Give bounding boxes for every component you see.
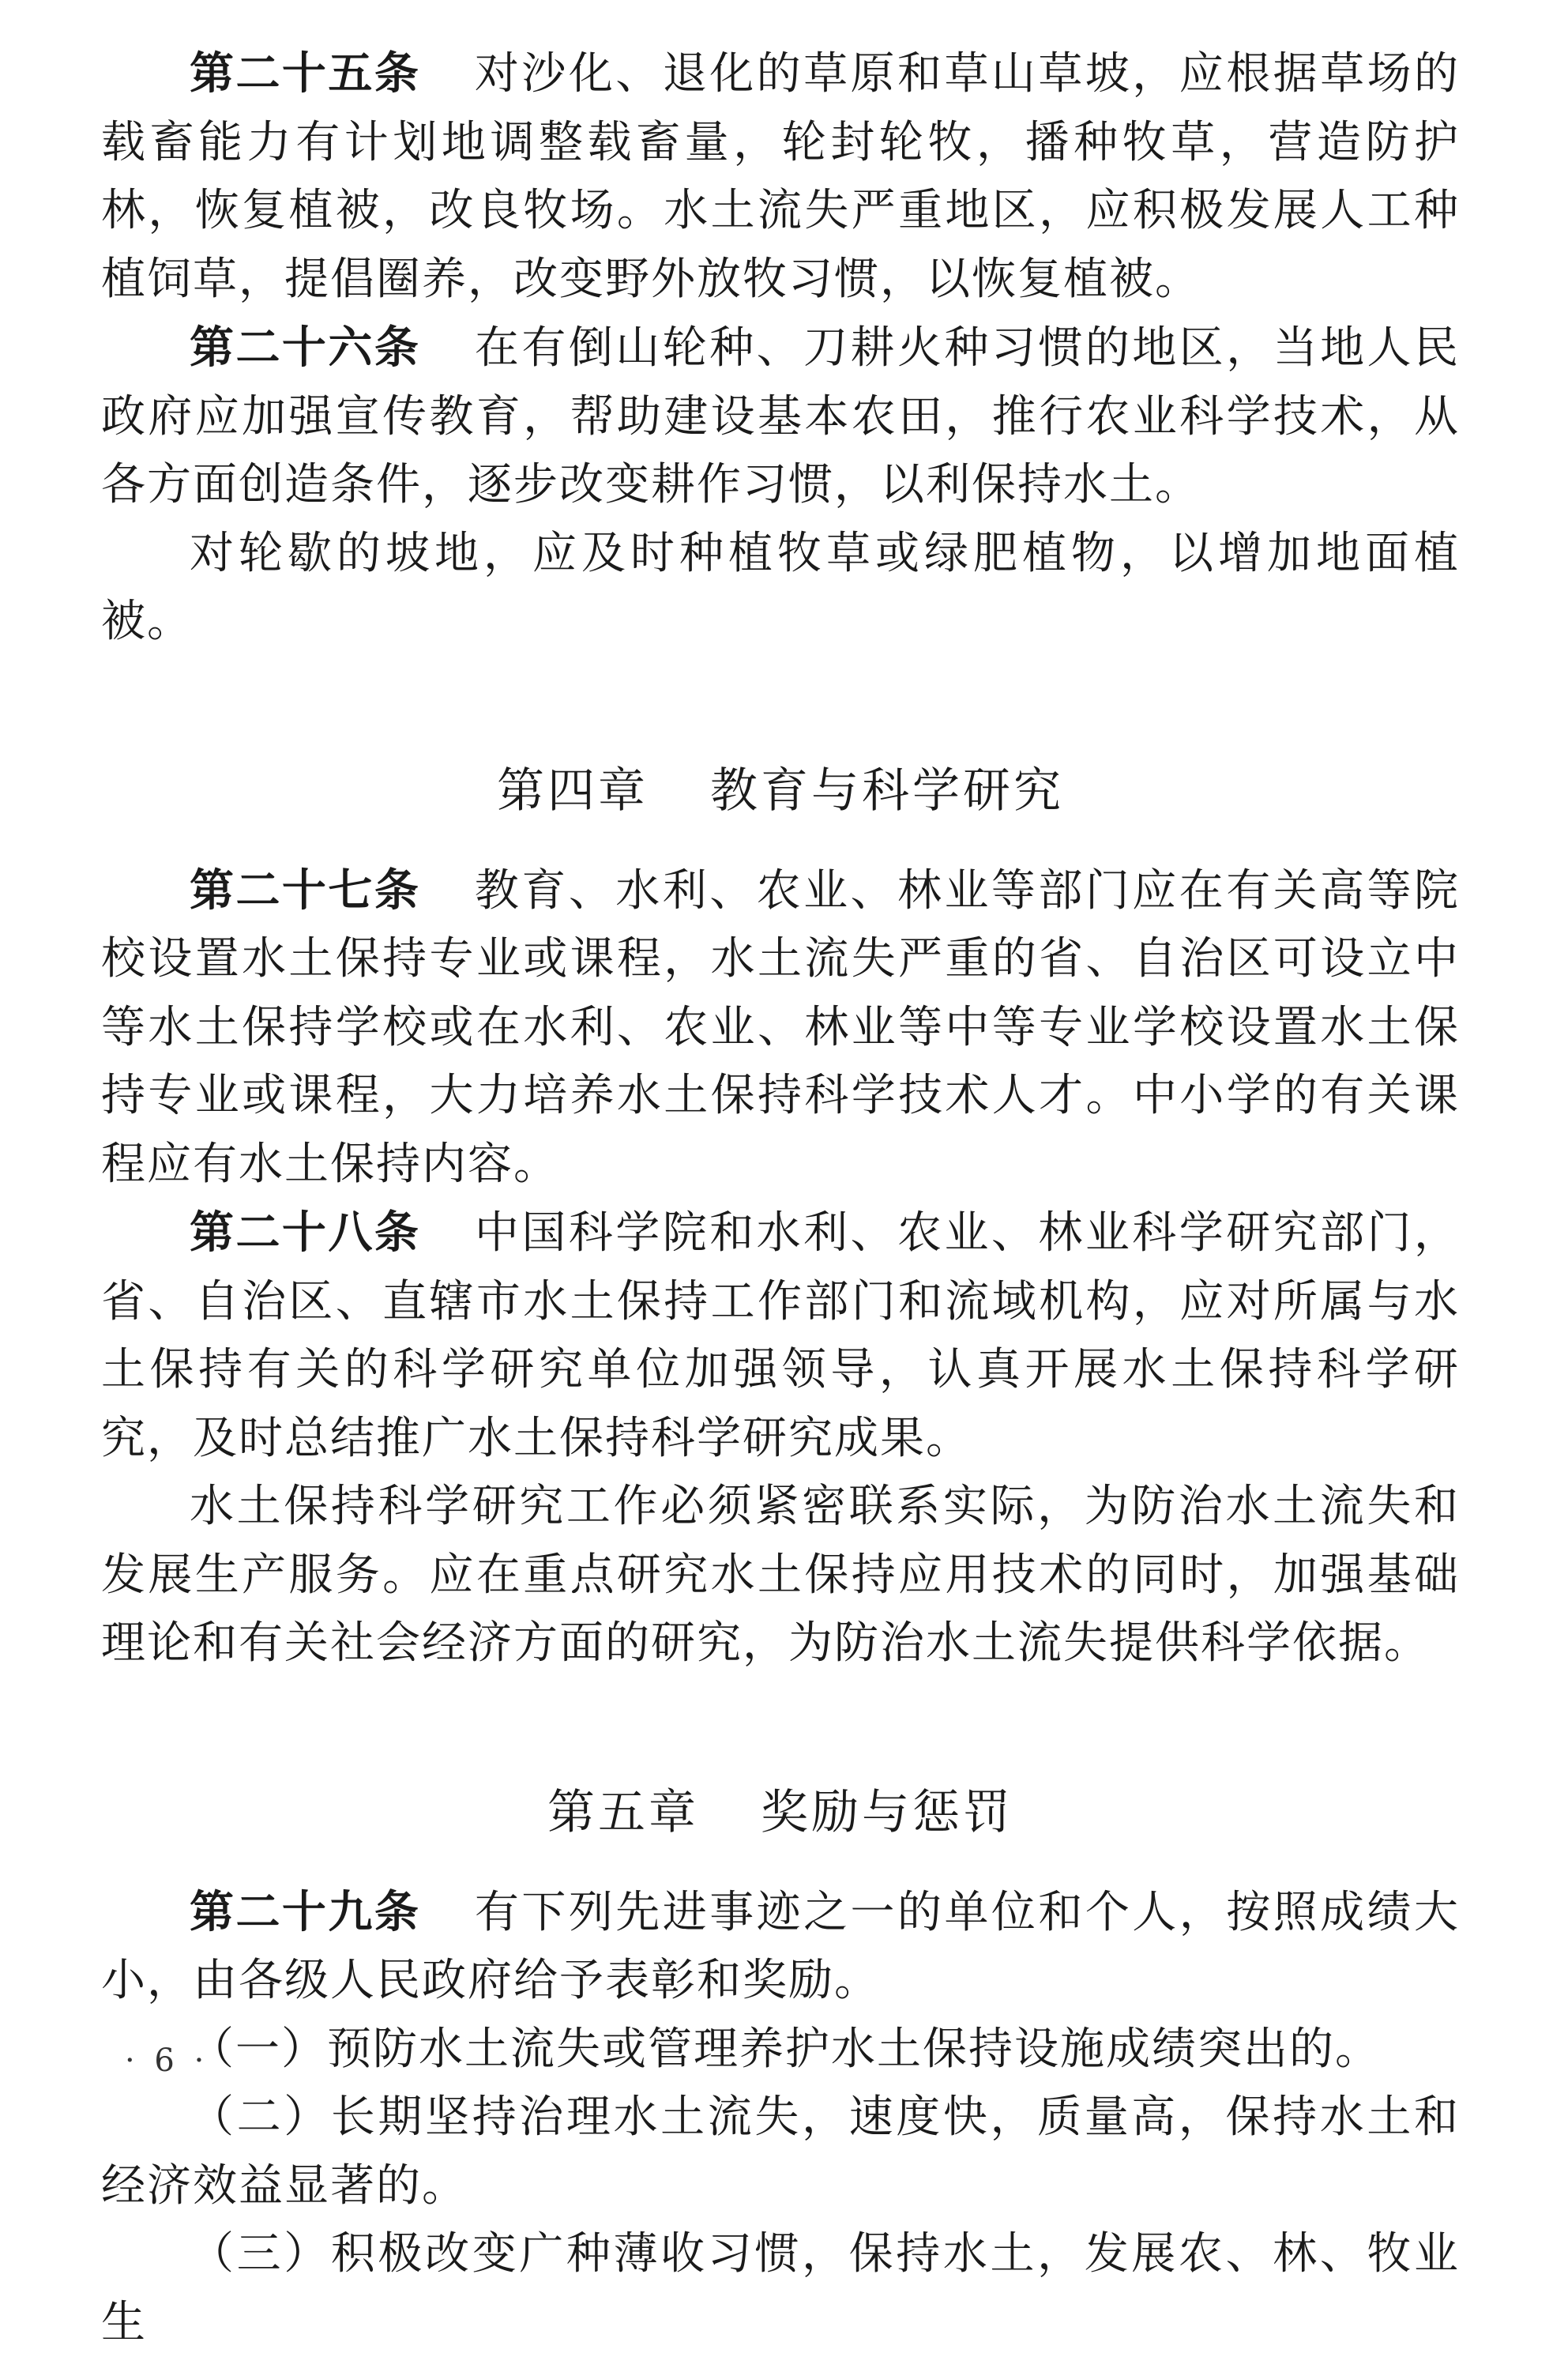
page-number: · 6 · <box>125 2043 209 2079</box>
document-body <box>101 40 1460 2357</box>
article-28-paragraph <box>101 1199 1460 1473</box>
article-text: 有下列先进事迹之一的单位和个人，按照成绩大小，由各级人民政府给予表彰和奖励。 <box>101 1886 1461 2006</box>
article-28-subparagraph: 水土保持科学研究工作必须紧密联系实际，为防治水土流失和发展生产服务。应在重点研究水土保持应用技术的同时，加强基础理论和有关社会经济方面的研究，为防治水土流失提供科学依据。 <box>101 1481 1460 1669</box>
article-26-paragraph <box>101 314 1460 520</box>
article-label: 第二十七条 <box>190 864 421 917</box>
article-text: 教育、水利、农业、林业等部门应在有关高等院校设置水土保持专业或课程，水土流失严重的省、自治区可设立中等水土保持学校或在水利、农业、林业等中等专业学校设置水土保持专业或课程，大力培养水土保持科学技术人才。中小学的有关课程应有水土保持内容。 <box>101 864 1461 1190</box>
article-label: 第二十九条 <box>190 1885 421 1938</box>
article-26-subparagraph: 对轮歇的坡地，应及时种植牧草或绿肥植物，以增加地面植被。 <box>101 527 1460 647</box>
chapter-title: 教育与科学研究 <box>710 762 1064 819</box>
list-item-2: （二）长期坚持治理水土流失，速度快，质量高，保持水土和经济效益显著的。 <box>101 2092 1460 2212</box>
list-item-3: （三）积极改变广种薄收习惯，保持水土，发展农、林、牧业生 <box>101 2228 1460 2348</box>
article-text: 在有倒山轮种、刀耕火种习惯的地区，当地人民政府应加强宣传教育，帮助建设基本农田，推行农业科学技术，从各方面创造条件，逐步改变耕作习惯，以利保持水土。 <box>101 322 1461 510</box>
article-text: 中国科学院和水利、农业、林业科学研究部门，省、自治区、直辖市水土保持工作部门和流域机构，应对所属与水土保持有关的科学研究单位加强领导，认真开展水土保持科学研究，及时总结推广水土保持科学研究成果。 <box>101 1207 1461 1464</box>
article-25-paragraph <box>101 40 1460 314</box>
article-text: 对沙化、退化的草原和草山草坡，应根据草场的载畜能力有计划地调整载畜量，轮封轮牧，播种牧草，营造防护林，恢复植被，改良牧场。水土流失严重地区，应积极发展人工种植饲草，提倡圈养，改变野外放牧习惯，以恢复植被。 <box>101 48 1461 305</box>
chapter-5-heading <box>101 1779 1460 1847</box>
chapter-4-heading <box>101 757 1460 825</box>
article-label: 第二十五条 <box>190 47 421 100</box>
article-27-paragraph <box>101 857 1460 1199</box>
chapter-number: 第四章 <box>497 762 649 819</box>
list-item-1: （一）预防水土流失或管理养护水土保持设施成绩突出的。 <box>190 2023 1381 2075</box>
chapter-number: 第五章 <box>547 1784 699 1840</box>
article-label: 第二十六条 <box>190 322 421 374</box>
article-label: 第二十八条 <box>190 1207 421 1259</box>
article-29-paragraph <box>101 1878 1460 2016</box>
chapter-title: 奖励与惩罚 <box>761 1784 1013 1840</box>
